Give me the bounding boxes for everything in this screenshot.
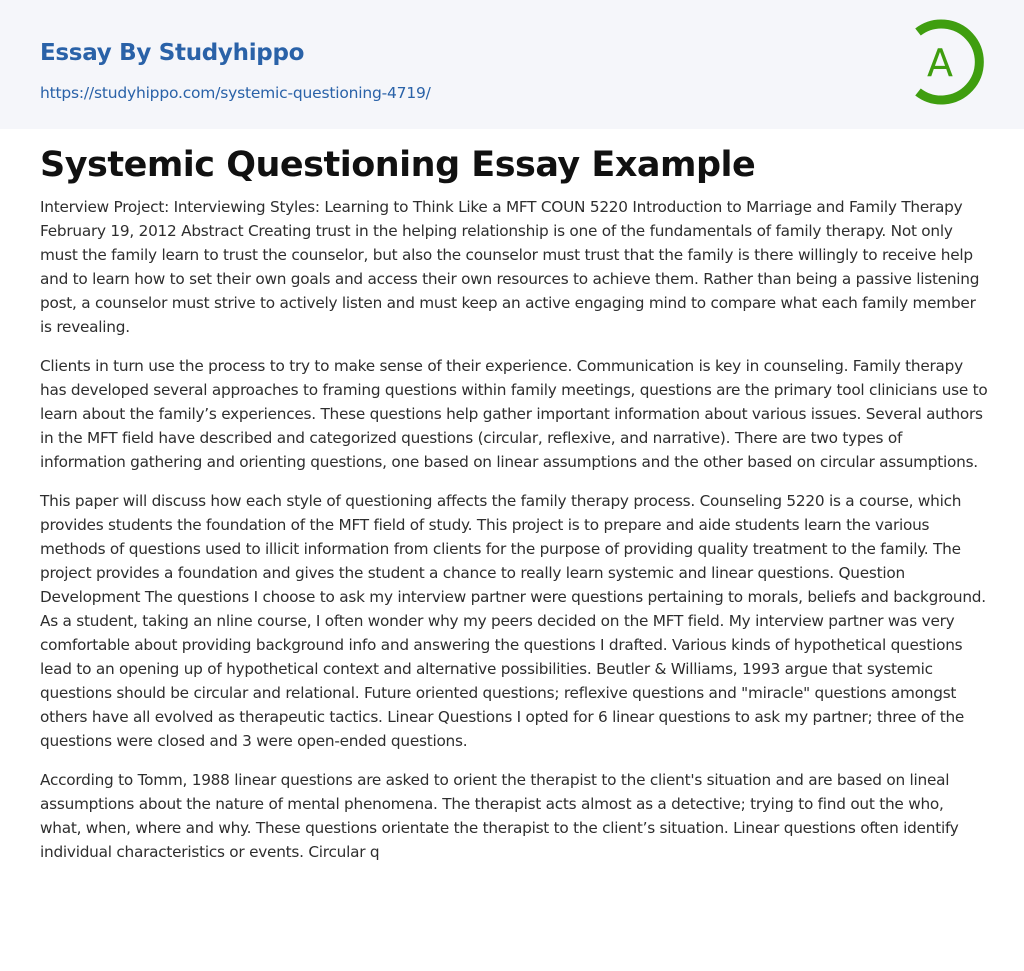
essay-url-link[interactable]: https://studyhippo.com/systemic-questioning-4719/ [40,84,431,102]
essay-body [40,195,988,879]
essay-paragraph: Clients in turn use the process to try to make sense of their experience. Communication is key in counseling. Family therapy has developed several approaches to framing questions within family meetings, questions are the primary tool clinicians use to learn about the family’s experiences. These questions help gather important information about various issues. Several authors in the MFT field have described and categorized questions (circular, reflexive, and narrative). There are two types of information gathering and orienting questions, one based on linear assumptions and the other based on circular assumptions. [40,357,988,471]
brand-title: Essay By Studyhippo [40,40,305,66]
studyhippo-logo-icon[interactable] [908,18,988,106]
page-title: Systemic Questioning Essay Example [40,145,756,185]
essay-paragraph: This paper will discuss how each style of questioning affects the family therapy process. Counseling 5220 is a course, which provides students the foundation of the MFT field of study. This project is to prepare and aide students learn the various methods of questions used to illicit information from clients for the purpose of providing quality treatment to the family. The project provides a foundation and gives the student a chance to really learn systemic and linear questions. Question Development The questions I choose to ask my interview partner were questions pertaining to morals, beliefs and background. As a student, taking an nline course, I often wonder why my peers decided on the MFT field. My interview partner was very comfortable about providing background info and answering the questions I drafted. Various kinds of hypothetical questions lead to an opening up of hypothetical context and alternative possibilities. Beutler & Williams, 1993 argue that systemic questions should be circular and relational. Future oriented questions; reflexive questions and "miracle" questions amongst others have all evolved as therapeutic tactics. Linear Questions I opted for 6 linear questions to ask my partner; three of the questions were closed and 3 were open-ended questions. [40,492,986,750]
essay-paragraph: According to Tomm, 1988 linear questions are asked to orient the therapist to the client's situation and are based on lineal assumptions about the nature of mental phenomena. The therapist acts almost as a detective; trying to find out the who, what, when, where and why. These questions orientate the therapist to the client’s situation. Linear questions often identify individual characteristics or events. Circular q [40,771,959,861]
logo-letter: A [927,41,953,85]
site-header [0,0,1024,129]
essay-paragraph: Interview Project: Interviewing Styles: Learning to Think Like a MFT COUN 5220 Introduction to Marriage and Family Therapy February 19, 2012 Abstract Creating trust in the helping relationship is one of the fundamentals of family therapy. Not only must the family learn to trust the counselor, but also the counselor must trust that the family is there willingly to receive help and to learn how to set their own goals and access their own resources to achieve them. Rather than being a passive listening post, a counselor must strive to actively listen and must keep an active engaging mind to compare what each family member is revealing. [40,198,980,336]
